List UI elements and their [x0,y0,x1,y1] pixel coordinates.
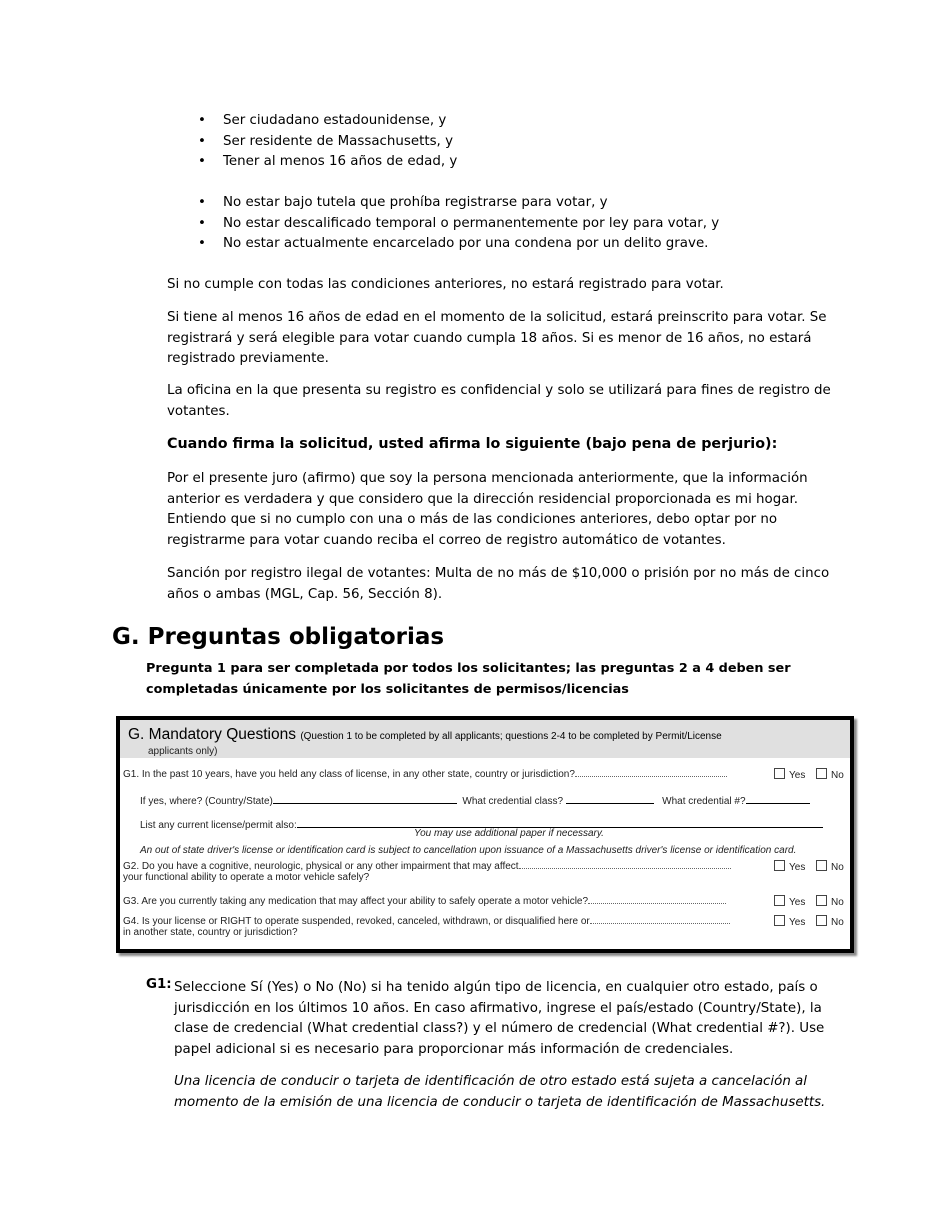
list-item: • No estar descalificado temporal o permanentemente por ley para votar, y [198,215,720,231]
g1-note: Una licencia de conducir o tarjeta de identificación de otro estado está sujeta a cancelación al momento de la emisión de una licencia de conducir o tarjeta de identificación de Massachusetts. [174,1074,826,1110]
g1-no-checkbox: No [816,768,844,781]
form-if-yes-line: If yes, where? (Country/State) What credential class? What credential #? [140,793,810,807]
g3-no-checkbox: No [816,895,844,908]
form-g3-question: G3. Are you currently taking any medication that may affect your ability to safely operate a motor vehicle? [123,895,726,907]
sign-heading: Cuando firma la solicitud, usted afirma lo siguiente (bajo pena de perjurio): [167,436,778,452]
list-item: • Tener al menos 16 años de edad, y [198,154,458,169]
conditions-list-2 [198,193,838,255]
paragraph-not-meet: Si no cumple con todas las condiciones anteriores, no estará registrado para votar. [167,277,724,292]
paragraph-oath: Por el presente juro (afirmo) que soy la persona mencionada anteriormente, que la información anterior es verdadera y que considero que la dirección residencial proporcionada es mi hogar. Entiendo que si no cumplo con una o más de las condiciones anteriores, debo optar por no registrarme para votar cuando reciba el correo de registro automático de votantes. [167,471,808,548]
form-title: G. Mandatory Questions (Question 1 to be completed by all applicants; questions 2-4 to be completed by Permit/License [128,726,722,743]
form-g4-question: G4. Is your license or RIGHT to operate suspended, revoked, canceled, withdrawn, or disqualified here or [123,915,730,927]
g1-explanation: Seleccione Sí (Yes) o No (No) si ha tenido algún tipo de licencia, en cualquier otro estado, país o jurisdicción en los últimos 10 años. En caso afirmativo, ingrese el país/estado (Country/State), la clase de credencial (What credential class?) y el número de credencial (What credential #?). Use papel adicional si es necesario para proporcionar más información de credenciales. [174,980,825,1057]
g4-yes-checkbox: Yes [774,915,805,928]
section-subheading: Pregunta 1 para ser completada por todos los solicitantes; las preguntas 2 a 4 deben ser completadas únicamente por los solicitantes de permisos/licencias [146,661,791,697]
section-heading: G. Preguntas obligatorias [112,624,445,650]
form-g2-question-cont: your functional ability to operate a motor vehicle safely? [123,872,370,883]
form-g2-question: G2. Do you have a cognitive, neurologic, physical or any other impairment that may affect [123,860,731,872]
form-header [120,720,850,758]
list-item: • Ser ciudadano estadounidense, y [198,113,447,128]
form-additional-paper: You may use additional paper if necessary. [414,828,604,839]
list-item: • Ser residente de Massachusetts, y [198,133,453,149]
form-g4-question-cont: in another state, country or jurisdiction? [123,927,298,938]
form-title-note: applicants only) [148,746,218,757]
g2-no-checkbox: No [816,860,844,873]
g1-yes-checkbox: Yes [774,768,805,781]
g4-no-checkbox: No [816,915,844,928]
g3-yes-checkbox: Yes [774,895,805,908]
list-item: • No estar bajo tutela que prohíba registrarse para votar, y [198,195,608,210]
form-g1-question: G1. In the past 10 years, have you held any class of license, in any other state, country or jurisdiction? [123,768,727,780]
form-list-any-line: List any current license/permit also: [140,817,823,831]
list-item: • No estar actualmente encarcelado por una condena por un delito grave. [198,236,709,251]
paragraph-age: Si tiene al menos 16 años de edad en el momento de la solicitud, estará preinscrito para votar. Se registrará y será elegible para votar cuando cumpla 18 años. Si es menor de 16 años, no estará registrado previamente. [167,310,827,366]
g1-label: G1: [146,977,172,992]
g2-yes-checkbox: Yes [774,860,805,873]
paragraph-penalty: Sanción por registro ilegal de votantes: Multa de no más de $10,000 o prisión por no más de cinco años o ambas (MGL, Cap. 56, Sección 8). [167,566,830,602]
paragraph-office: La oficina en la que presenta su registro es confidencial y solo se utilizará para fines de registro de votantes. [167,383,831,419]
form-out-of-state-note: An out of state driver's license or identification card is subject to cancellation upon issuance of a Massachusetts driver's license or identification card. [140,845,797,856]
mandatory-questions-form [116,716,854,953]
conditions-list-1 [198,111,838,173]
